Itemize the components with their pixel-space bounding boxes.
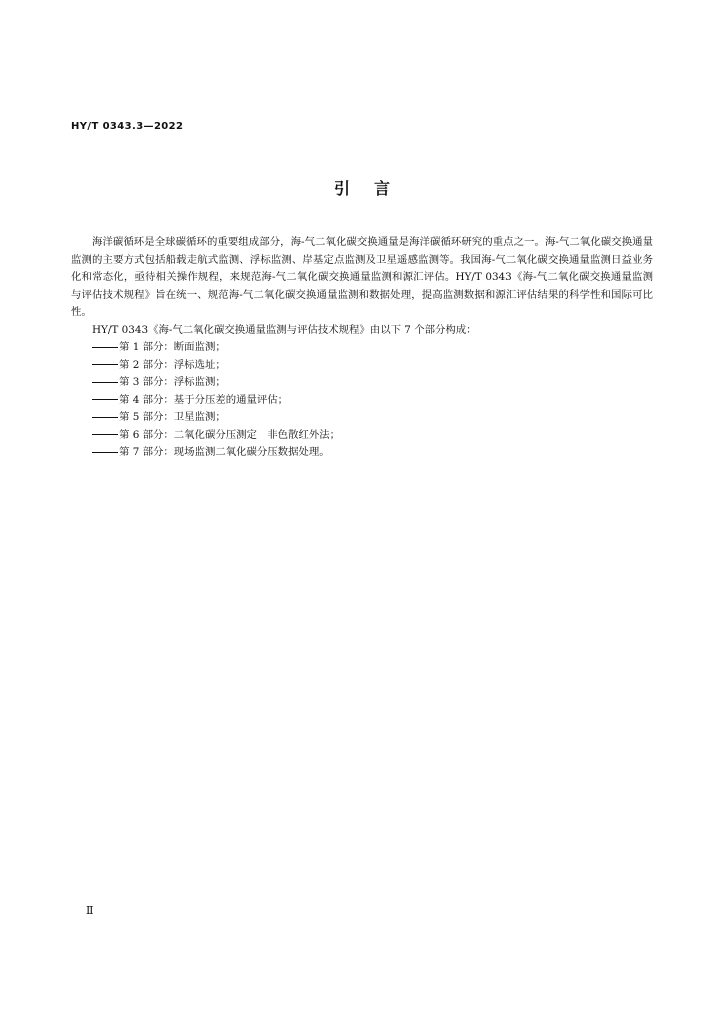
part-label: 第 5 部分：卫星监测； bbox=[119, 411, 226, 423]
parts-intro-line: HY/T 0343《海-气二氧化碳交换通量监测与评估技术规程》由以下 7 个部分构成： bbox=[92, 323, 477, 336]
part-item-2 bbox=[71, 357, 653, 375]
part-label: 第 6 部分：二氧化碳分压测定 非色散红外法； bbox=[119, 428, 341, 441]
part-item-5 bbox=[71, 409, 653, 427]
standard-code: HY/T 0343.3—2022 bbox=[71, 121, 184, 132]
part-label: 第 4 部分：基于分压差的通量评估； bbox=[119, 393, 289, 406]
parts-list bbox=[71, 339, 653, 462]
part-label: 第 7 部分：现场监测二氧化碳分压数据处理。 bbox=[119, 446, 330, 458]
part-label: 第 3 部分：浮标监测； bbox=[119, 376, 226, 388]
dash-mark bbox=[92, 364, 118, 365]
dash-mark bbox=[92, 434, 118, 435]
intro-paragraph: 海洋碳循环是全球碳循环的重要组成部分，海-气二氧化碳交换通量是海洋碳循环研究的重点之一。海-气二氧化碳交换通量监测的主要方式包括船载走航式监测、浮标监测、岸基定点监测及卫星遥感监测等。我国海-气二氧化碳交换通量监测日益业务化和常态化，亟待相关操作规程，来规范海-气二氧化碳交换通量监测和源汇评估。HY/T 0343《海-气二氧化碳交换通量监测与评估技术规程》旨在统一、规范海-气二氧化碳交换通量监测和数据处理，提高监测数据和源汇评估结果的科学性和国际可比性。 bbox=[71, 236, 653, 318]
dash-mark bbox=[92, 417, 118, 418]
section-title: 引言 bbox=[333, 179, 414, 198]
part-item-1 bbox=[71, 339, 653, 357]
part-item-4 bbox=[71, 392, 653, 410]
dash-mark bbox=[92, 347, 118, 348]
part-label: 第 1 部分：断面监测； bbox=[119, 341, 226, 353]
body-text bbox=[71, 234, 653, 462]
part-item-6 bbox=[71, 427, 653, 445]
part-label: 第 2 部分：浮标选址； bbox=[119, 358, 226, 371]
dash-mark bbox=[92, 399, 118, 400]
dash-mark bbox=[92, 382, 118, 383]
part-item-3 bbox=[71, 374, 653, 392]
part-item-7 bbox=[71, 444, 653, 462]
dash-mark bbox=[92, 452, 118, 453]
page-number: Ⅱ bbox=[86, 904, 94, 917]
